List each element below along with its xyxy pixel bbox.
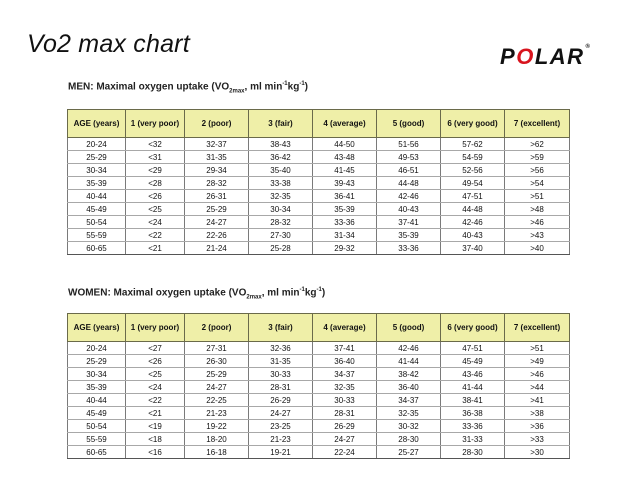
- vo2max-value-cell: >40: [505, 242, 570, 255]
- vo2max-value-cell: 35-40: [249, 164, 313, 177]
- vo2max-value-cell: <25: [126, 203, 185, 216]
- age-range-cell: 20-24: [68, 342, 126, 355]
- vo2max-value-cell: <26: [126, 190, 185, 203]
- vo2max-value-cell: >51: [505, 342, 570, 355]
- women-header-cell: 3 (fair): [249, 314, 313, 342]
- men-table-heading: [68, 81, 308, 94]
- vo2max-value-cell: 16-18: [185, 446, 249, 459]
- table-row: [68, 381, 570, 394]
- men-heading-sup2: -1: [299, 81, 305, 87]
- age-range-cell: 50-54: [68, 420, 126, 433]
- table-row: [68, 229, 570, 242]
- table-row: [68, 446, 570, 459]
- vo2max-value-cell: >51: [505, 190, 570, 203]
- table-row: [68, 342, 570, 355]
- women-heading-sup2: -1: [316, 287, 322, 293]
- men-header-cell: 4 (average): [313, 110, 377, 138]
- women-header-cell: 2 (poor): [185, 314, 249, 342]
- vo2max-value-cell: 33-38: [249, 177, 313, 190]
- vo2max-value-cell: <22: [126, 229, 185, 242]
- age-range-cell: 40-44: [68, 394, 126, 407]
- vo2max-value-cell: 31-34: [313, 229, 377, 242]
- men-heading-suffix: ): [304, 81, 309, 93]
- women-heading-sup1: -1: [299, 287, 305, 293]
- vo2max-value-cell: 51-56: [377, 138, 441, 151]
- table-row: [68, 368, 570, 381]
- women-header-cell: 1 (very poor): [126, 314, 185, 342]
- vo2max-value-cell: >48: [505, 203, 570, 216]
- men-heading-prefix: MEN: Maximal oxygen uptake (VO: [68, 81, 230, 93]
- vo2max-value-cell: 25-29: [185, 203, 249, 216]
- vo2max-value-cell: >46: [505, 216, 570, 229]
- vo2max-value-cell: 57-62: [441, 138, 505, 151]
- table-row: [68, 420, 570, 433]
- vo2max-value-cell: >36: [505, 420, 570, 433]
- vo2max-value-cell: <22: [126, 394, 185, 407]
- vo2max-value-cell: 30-34: [249, 203, 313, 216]
- vo2max-value-cell: 41-44: [441, 381, 505, 394]
- vo2max-value-cell: <28: [126, 177, 185, 190]
- vo2max-value-cell: 30-33: [313, 394, 377, 407]
- vo2max-value-cell: 46-51: [377, 164, 441, 177]
- vo2max-value-cell: 26-29: [313, 420, 377, 433]
- vo2max-value-cell: 30-33: [249, 368, 313, 381]
- vo2max-value-cell: 34-37: [377, 394, 441, 407]
- vo2max-value-cell: 52-56: [441, 164, 505, 177]
- age-range-cell: 55-59: [68, 433, 126, 446]
- vo2max-value-cell: <19: [126, 420, 185, 433]
- vo2max-value-cell: 28-31: [249, 381, 313, 394]
- table-row: [68, 433, 570, 446]
- table-row: [68, 216, 570, 229]
- vo2max-value-cell: 24-27: [249, 407, 313, 420]
- men-header-cell: 3 (fair): [249, 110, 313, 138]
- vo2max-value-cell: <29: [126, 164, 185, 177]
- vo2max-value-cell: 38-41: [441, 394, 505, 407]
- age-range-cell: 25-29: [68, 355, 126, 368]
- vo2max-value-cell: 29-34: [185, 164, 249, 177]
- vo2max-value-cell: 32-35: [377, 407, 441, 420]
- women-header-cell: 6 (very good): [441, 314, 505, 342]
- men-vo2max-table: [67, 109, 570, 255]
- vo2max-value-cell: 40-43: [377, 203, 441, 216]
- vo2max-value-cell: 44-48: [377, 177, 441, 190]
- vo2max-value-cell: 21-24: [185, 242, 249, 255]
- women-header-cell: 5 (good): [377, 314, 441, 342]
- women-header-cell: 7 (excellent): [505, 314, 570, 342]
- vo2max-value-cell: >43: [505, 229, 570, 242]
- vo2max-value-cell: 54-59: [441, 151, 505, 164]
- women-header-cell: AGE (years): [68, 314, 126, 342]
- vo2max-value-cell: 47-51: [441, 342, 505, 355]
- men-heading-sub: 2max: [229, 88, 245, 95]
- vo2max-value-cell: 21-23: [249, 433, 313, 446]
- vo2max-value-cell: <26: [126, 355, 185, 368]
- vo2max-value-cell: <16: [126, 446, 185, 459]
- vo2max-value-cell: <18: [126, 433, 185, 446]
- logo-letter-p: P: [500, 44, 517, 69]
- vo2max-value-cell: 25-27: [377, 446, 441, 459]
- age-range-cell: 25-29: [68, 151, 126, 164]
- vo2max-value-cell: 47-51: [441, 190, 505, 203]
- vo2max-value-cell: <21: [126, 242, 185, 255]
- men-heading-kg: kg: [287, 81, 300, 93]
- vo2max-value-cell: >41: [505, 394, 570, 407]
- vo2max-value-cell: 25-28: [249, 242, 313, 255]
- women-vo2max-table: [67, 313, 570, 459]
- men-header-cell: 6 (very good): [441, 110, 505, 138]
- men-header-cell: AGE (years): [68, 110, 126, 138]
- age-range-cell: 60-65: [68, 446, 126, 459]
- age-range-cell: 35-39: [68, 177, 126, 190]
- table-row: [68, 138, 570, 151]
- men-header-row: [68, 110, 570, 138]
- men-table-body: [68, 138, 570, 255]
- vo2max-value-cell: 24-27: [185, 381, 249, 394]
- vo2max-value-cell: 32-35: [313, 381, 377, 394]
- vo2max-value-cell: 39-43: [313, 177, 377, 190]
- vo2max-value-cell: 36-41: [313, 190, 377, 203]
- table-row: [68, 203, 570, 216]
- vo2max-value-cell: 38-43: [249, 138, 313, 151]
- vo2max-value-cell: >46: [505, 368, 570, 381]
- age-range-cell: 20-24: [68, 138, 126, 151]
- vo2max-value-cell: 28-30: [441, 446, 505, 459]
- age-range-cell: 50-54: [68, 216, 126, 229]
- vo2max-value-cell: 26-29: [249, 394, 313, 407]
- vo2max-value-cell: >49: [505, 355, 570, 368]
- vo2max-value-cell: 33-36: [377, 242, 441, 255]
- table-row: [68, 164, 570, 177]
- men-header-cell: 2 (poor): [185, 110, 249, 138]
- vo2max-value-cell: 37-40: [441, 242, 505, 255]
- women-heading-middle: , ml min: [261, 287, 300, 299]
- vo2max-value-cell: 42-46: [441, 216, 505, 229]
- vo2max-value-cell: 43-48: [313, 151, 377, 164]
- table-row: [68, 177, 570, 190]
- vo2max-value-cell: 28-30: [377, 433, 441, 446]
- logo-letters-lar: LAR: [534, 44, 585, 69]
- vo2max-value-cell: <24: [126, 216, 185, 229]
- polar-logo: [500, 44, 591, 70]
- age-range-cell: 55-59: [68, 229, 126, 242]
- vo2max-value-cell: >30: [505, 446, 570, 459]
- table-row: [68, 355, 570, 368]
- men-header-cell: 5 (good): [377, 110, 441, 138]
- age-range-cell: 30-34: [68, 368, 126, 381]
- table-row: [68, 407, 570, 420]
- vo2max-value-cell: 25-29: [185, 368, 249, 381]
- vo2max-value-cell: >38: [505, 407, 570, 420]
- age-range-cell: 30-34: [68, 164, 126, 177]
- women-heading-suffix: ): [321, 287, 326, 299]
- vo2max-value-cell: 22-26: [185, 229, 249, 242]
- vo2max-value-cell: 23-25: [249, 420, 313, 433]
- women-heading-prefix: WOMEN: Maximal oxygen uptake (VO: [68, 287, 247, 299]
- logo-letter-o: O: [516, 44, 535, 69]
- vo2max-value-cell: <27: [126, 342, 185, 355]
- vo2max-value-cell: 43-46: [441, 368, 505, 381]
- vo2max-value-cell: <24: [126, 381, 185, 394]
- vo2max-value-cell: 41-44: [377, 355, 441, 368]
- table-row: [68, 151, 570, 164]
- vo2max-value-cell: 24-27: [185, 216, 249, 229]
- vo2max-value-cell: 31-35: [249, 355, 313, 368]
- vo2max-value-cell: >59: [505, 151, 570, 164]
- women-table-heading: [68, 287, 325, 300]
- vo2max-value-cell: 36-38: [441, 407, 505, 420]
- vo2max-value-cell: 33-36: [441, 420, 505, 433]
- vo2max-value-cell: 36-40: [313, 355, 377, 368]
- vo2max-value-cell: 22-24: [313, 446, 377, 459]
- women-heading-sub: 2max: [246, 294, 262, 301]
- vo2max-value-cell: 40-43: [441, 229, 505, 242]
- vo2max-value-cell: 42-46: [377, 342, 441, 355]
- vo2max-value-cell: 28-31: [313, 407, 377, 420]
- vo2max-value-cell: 24-27: [313, 433, 377, 446]
- vo2max-value-cell: 49-53: [377, 151, 441, 164]
- vo2max-value-cell: 37-41: [313, 342, 377, 355]
- vo2max-value-cell: 32-37: [185, 138, 249, 151]
- vo2max-value-cell: 28-32: [249, 216, 313, 229]
- vo2max-value-cell: 34-37: [313, 368, 377, 381]
- vo2max-value-cell: 41-45: [313, 164, 377, 177]
- vo2max-value-cell: 33-36: [313, 216, 377, 229]
- vo2max-value-cell: >44: [505, 381, 570, 394]
- table-row: [68, 190, 570, 203]
- vo2max-value-cell: 42-46: [377, 190, 441, 203]
- vo2max-value-cell: 35-39: [313, 203, 377, 216]
- vo2max-value-cell: 49-54: [441, 177, 505, 190]
- vo2max-value-cell: 44-48: [441, 203, 505, 216]
- vo2max-value-cell: >56: [505, 164, 570, 177]
- vo2max-value-cell: 21-23: [185, 407, 249, 420]
- vo2max-value-cell: 19-21: [249, 446, 313, 459]
- vo2max-value-cell: 30-32: [377, 420, 441, 433]
- women-header-row: [68, 314, 570, 342]
- vo2max-value-cell: 18-20: [185, 433, 249, 446]
- vo2max-value-cell: 26-31: [185, 190, 249, 203]
- vo2max-value-cell: 32-35: [249, 190, 313, 203]
- vo2max-value-cell: 44-50: [313, 138, 377, 151]
- vo2max-value-cell: 36-40: [377, 381, 441, 394]
- vo2max-value-cell: >54: [505, 177, 570, 190]
- vo2max-value-cell: 19-22: [185, 420, 249, 433]
- age-range-cell: 45-49: [68, 407, 126, 420]
- vo2max-value-cell: 38-42: [377, 368, 441, 381]
- vo2max-value-cell: 26-30: [185, 355, 249, 368]
- vo2max-value-cell: 31-33: [441, 433, 505, 446]
- vo2max-value-cell: <25: [126, 368, 185, 381]
- vo2max-value-cell: <21: [126, 407, 185, 420]
- vo2max-value-cell: 27-30: [249, 229, 313, 242]
- women-table-body: [68, 342, 570, 459]
- vo2max-value-cell: >62: [505, 138, 570, 151]
- men-header-cell: 7 (excellent): [505, 110, 570, 138]
- women-heading-kg: kg: [304, 287, 317, 299]
- vo2max-value-cell: 31-35: [185, 151, 249, 164]
- age-range-cell: 60-65: [68, 242, 126, 255]
- vo2max-value-cell: 36-42: [249, 151, 313, 164]
- table-row: [68, 242, 570, 255]
- vo2max-value-cell: 22-25: [185, 394, 249, 407]
- vo2max-value-cell: 35-39: [377, 229, 441, 242]
- men-heading-middle: , ml min: [244, 81, 283, 93]
- age-range-cell: 45-49: [68, 203, 126, 216]
- vo2max-value-cell: 32-36: [249, 342, 313, 355]
- men-heading-sup1: -1: [282, 81, 288, 87]
- table-row: [68, 394, 570, 407]
- vo2max-value-cell: 29-32: [313, 242, 377, 255]
- age-range-cell: 40-44: [68, 190, 126, 203]
- women-header-cell: 4 (average): [313, 314, 377, 342]
- men-header-cell: 1 (very poor): [126, 110, 185, 138]
- vo2max-value-cell: <32: [126, 138, 185, 151]
- slide-title: Vo2 max chart: [27, 30, 190, 58]
- vo2max-value-cell: <31: [126, 151, 185, 164]
- logo-registered-mark: ®: [585, 44, 592, 50]
- vo2max-value-cell: 27-31: [185, 342, 249, 355]
- vo2max-value-cell: 37-41: [377, 216, 441, 229]
- vo2max-value-cell: >33: [505, 433, 570, 446]
- age-range-cell: 35-39: [68, 381, 126, 394]
- vo2max-value-cell: 28-32: [185, 177, 249, 190]
- vo2max-value-cell: 45-49: [441, 355, 505, 368]
